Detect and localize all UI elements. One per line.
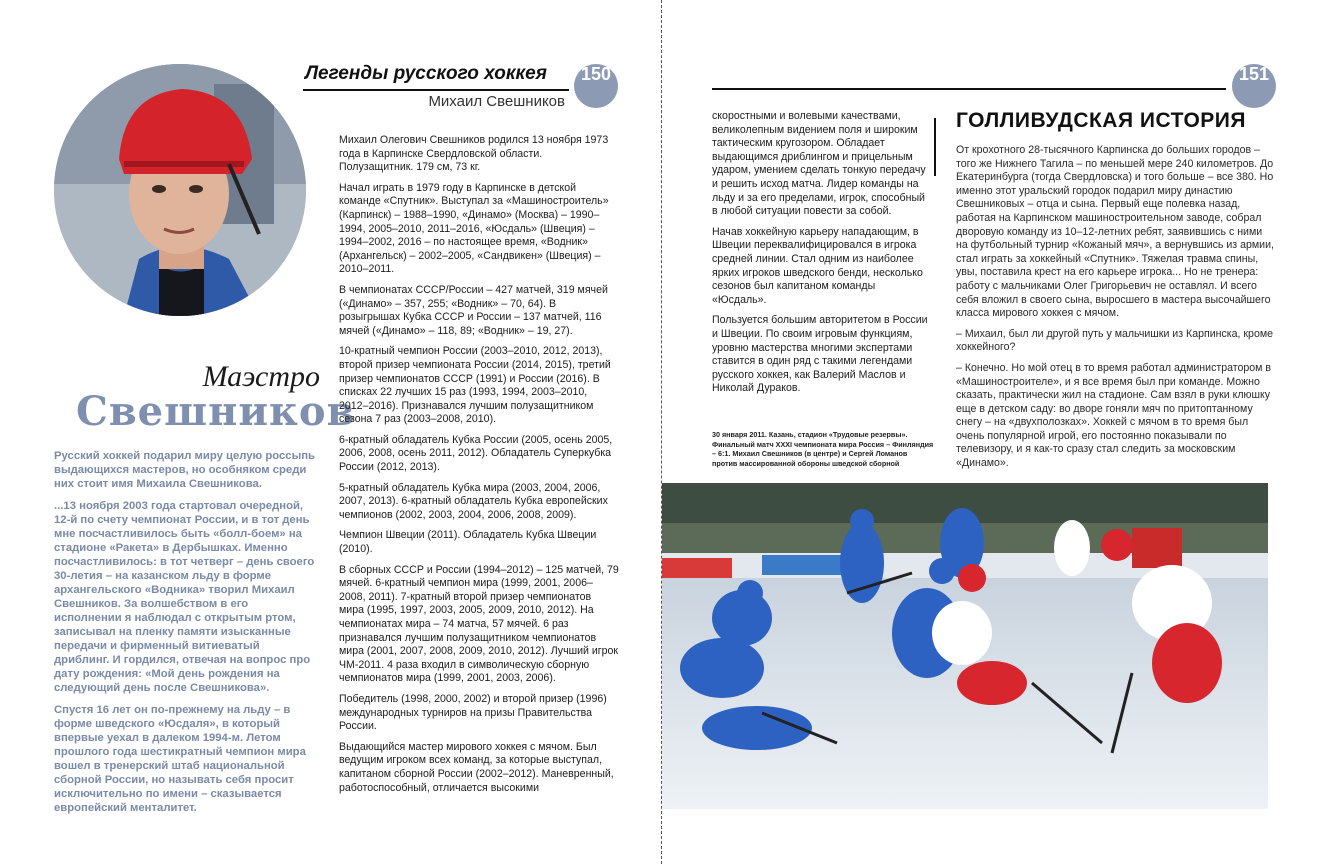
continued-paragraph: Начав хоккейную карьеру нападающим, в Швеции переквалифицировался в игрока средней линии. Стал одним из наиболее ярких игроков шведского бенди, несколько сезонов был капитаном команды «Юсдаль».	[712, 225, 923, 306]
bandy-match-illustration	[662, 483, 1268, 809]
lead-text-block	[54, 449, 316, 823]
continued-column	[712, 110, 932, 403]
player-portrait-image	[54, 64, 306, 316]
hero-title-name: Свешников	[76, 388, 356, 435]
bio-paragraph: В сборных СССР и России (1994–2012) – 125 матчей, 79 мячей. 6-кратный чемпион мира (1999, 2001, 2006–2008, 2011). 7-кратный второй призер чемпионатов мира (1995, 1997, 2003, 2005, 2009, 2010, 2012). На чемпионатах мира – 74 матча, 57 мячей. 6 раз признавался лучшим полузащитником чемпионатов мира (2001, 2007, 2008, 2009, 2010, 2012). Лучший игрок ЧМ-2011. 4 раза входил в символическую сборную чемпионатов мира (1999, 2001, 2003, 2006).	[339, 563, 619, 685]
section-subtitle: Михаил Свешников	[428, 93, 565, 110]
bio-paragraph: Выдающийся мастер мирового хоккея с мячом. Был ведущим игроком всех команд, за которые выступал, капитаном сборной России (2002–2012). Маневренный, работоспособный, отличается высокими	[339, 740, 614, 794]
continued-paragraph: Пользуется большим авторитетом в России и Швеции. По своим игровым функциям, уровню мастерства многими экспертами ставится в один ряд с такими легендами русского хоккея, как Валерий Маслов и Николай Дураков.	[712, 314, 928, 395]
bio-paragraph: Победитель (1998, 2000, 2002) и второй призер (1996) международных турниров на призы Правительства России.	[339, 692, 607, 733]
lead-paragraph: Спустя 16 лет он по-прежнему на льду – в форме шведского «Юсдаля», в который впервые уехал в далеком 1994-м. Летом прошлого года шестикратный чемпион мира вошел в тренерский штаб национальной сборной России, но называть себя просит исключительно по имени – сказывается европейский менталитет.	[54, 704, 306, 814]
section-title-rule	[303, 89, 569, 91]
match-action-photo	[662, 483, 1268, 809]
right-header-rule	[712, 88, 1226, 90]
story-column	[956, 144, 1274, 478]
bio-paragraph: 5-кратный обладатель Кубка мира (2003, 2004, 2006, 2007, 2013). 6-кратный обладатель Кубка европейских чемпионов (2002, 2003, 2004, 2006, 2008, 2009).	[339, 481, 608, 521]
story-title-bar	[934, 118, 936, 176]
story-paragraph: – Конечно. Но мой отец в то время работал администратором в «Машиностроителе», и я все время был при команде. Можно сказать, практически жил на стадионе. Сам взял в руки клюшку еще в детском саду: во дворе гоняли мяч по притоптанному снегу – на «двухполозках». Хоккей с мячом в то время был очень популярной игрой, его постоянно показывали по телевизору, и я как-то сразу стал следить за московским «Динамо».	[956, 361, 1272, 470]
story-paragraph: – Михаил, был ли другой путь у мальчишки из Карпинска, кроме хоккейного?	[956, 327, 1274, 354]
photo-caption: 30 января 2011. Казань, стадион «Трудовые резервы». Финальный матч XXXI чемпионата мира Россия – Финляндия – 6:1. Михаил Свешников (в центре) и Сергей Ломанов против массированной обороны шведской сборной	[712, 430, 934, 468]
portrait-illustration	[54, 64, 306, 316]
lead-paragraph: ...13 ноября 2003 года стартовал очередной, 12-й по счету чемпионат России, и в тот день мне посчастливилось быть «болл-боем» на стадионе «Ракета» в Дербышках. Именно посчастливилось: в тот четверг – день своего 30-летия – на казанском льду в форме архангельского «Водника» творил Михаил Свешников. За волшебством в его исполнении я наблюдал с открытым ртом, записывал на пленку памяти изысканные передачи и фирменный витиеватый дриблинг. И гордился, отвечая на вопрос про дату рождения: «Мой день рождения на следующий день после Свешникова».	[54, 500, 315, 694]
bio-paragraph: В чемпионатах СССР/России – 427 матчей, 319 мячей («Динамо» – 357, 255; «Водник» – 70, 64). В розыгрышах Кубка СССР и России – 137 матчей, 116 мячей («Динамо» – 118, 89; «Водник» – 19, 27).	[339, 283, 608, 337]
bio-paragraph: 10-кратный чемпион России (2003–2010, 2012, 2013), второй призер чемпионата России (2014, 2015), третий призер чемпионатов СССР (1991) и России (2016). В списках 22 лучших 15 раз (1993, 1994, 2003–2010, 2012–2016). Признавался лучшим полузащитником сезона 7 раз (2003–2008, 2010).	[339, 345, 611, 426]
hero-title-italic: Маэстро	[202, 360, 320, 393]
page-number-badge: 151	[1232, 64, 1276, 108]
bio-paragraph: Начал играть в 1979 году в Карпинске в детской команде «Спутник». Выступал за «Машиностроитель» (Карпинск) – 1988–1990, «Динамо» (Москва) – 1990–1994, 2005–2010, 2011–2016, «Юсдаль» (Швеция) – 1994–2002, 2016 – по настоящее время, «Водник» (Архангельск) – 2002–2005, «Сандвикен» (Швеция) – 2010–2011.	[339, 181, 609, 276]
story-title: ГОЛЛИВУДСКАЯ ИСТОРИЯ	[956, 109, 1246, 132]
bio-paragraph: Михаил Олегович Свешников родился 13 ноября 1973 года в Карпинске Свердловской области. Полузащитник. 179 см, 73 кг.	[339, 134, 609, 174]
lead-paragraph: Русский хоккей подарил миру целую россыпь выдающихся мастеров, но особняком среди них стоит имя Михаила Свешникова.	[54, 450, 315, 490]
bio-paragraph: Чемпион Швеции (2011). Обладатель Кубка Швеции (2010).	[339, 529, 597, 556]
page-number-badge: 150	[574, 64, 618, 108]
continued-paragraph: скоростными и волевыми качествами, великолепным видением поля и широким тактическим кругозором. Обладает выдающимся дриблингом и прицельным ударом, умением сделать тонкую передачу и решить исход матча. Лидер команды на льду и за его пределами, игрок, способный в любой ситуации повести за собой.	[712, 110, 926, 218]
bio-column	[339, 134, 619, 802]
bio-paragraph: 6-кратный обладатель Кубка России (2005, осень 2005, 2006, 2008, осень 2011, 2012). Обладатель Суперкубка России (2012, 2013).	[339, 433, 613, 474]
story-paragraph: От крохотного 28-тысячного Карпинска до больших городов – того же Нижнего Тагила – по меньшей мере 240 километров. До Екатеринбурга (тогда Свердловска) и того больше – все 380. Но именно этот уральский городок подарил миру династию Свешниковых – отца и сына. Первый еще полевка назад, работая на Карпинском машиностроительном заводе, собрал дворовую команду из 10–12-летних ребят, заявившись с ними на футбольный турнир «Кожаный мяч», а вернувшись из армии, стал играть за хоккейный «Спутник». Тяжелая травма спины, увы, поставила крест на его карьере игрока... Но не тренера: работу с мальчиками Олег Григорьевич не оставлял. И всего себя вложил в своего сына, выросшего в мастера высочайшего класса мирового хоккея с мячом.	[956, 144, 1274, 320]
section-title: Легенды русского хоккея	[305, 63, 547, 84]
